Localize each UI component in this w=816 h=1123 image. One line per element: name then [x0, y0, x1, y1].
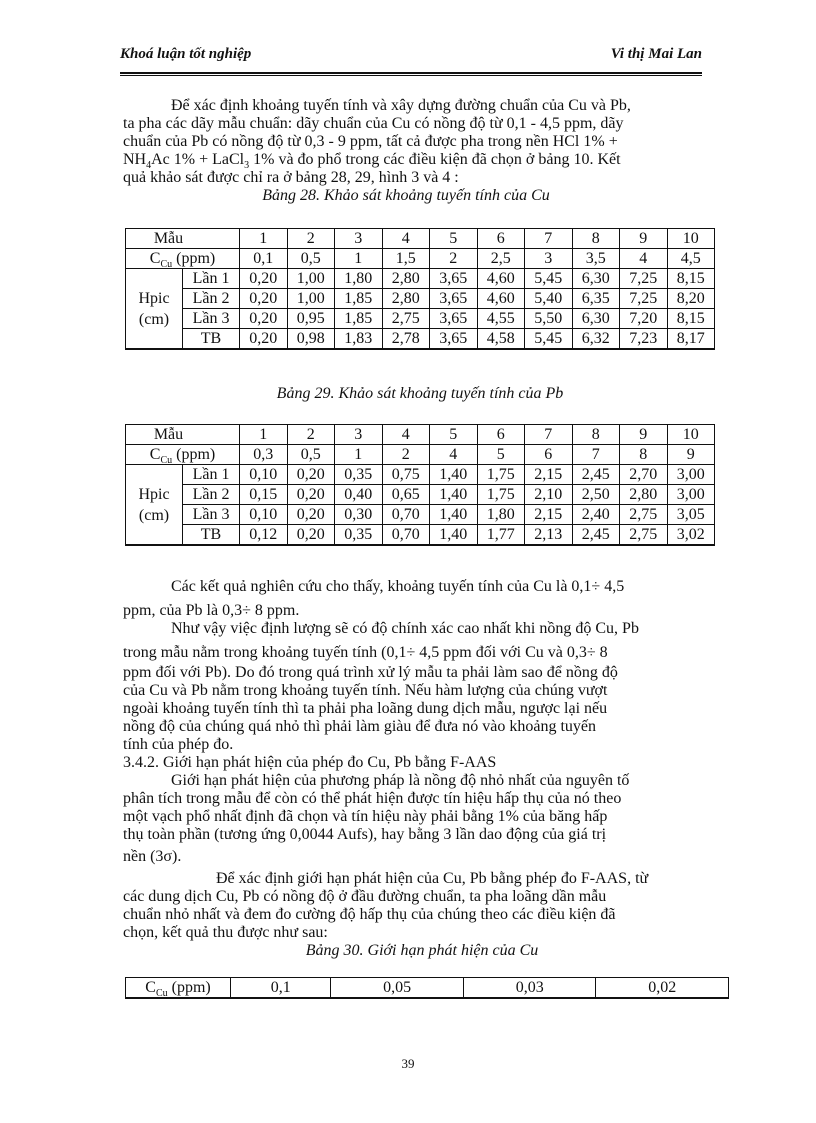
table-cell: 1,75: [477, 485, 525, 505]
table-cell: 1,80: [335, 269, 383, 289]
conc-c: C: [149, 250, 161, 267]
para1-line5: quả khảo sát được chỉ ra ở bảng 28, 29, hình 3 và 4 :: [123, 169, 459, 186]
table-cell: 0,75: [382, 465, 430, 485]
table-cell: 2,75: [620, 525, 668, 546]
table-cell: 2,75: [620, 505, 668, 525]
table-cell: 0,05: [331, 978, 464, 999]
table-cell: 3,05: [667, 505, 715, 525]
table-cell: 2,15: [525, 465, 573, 485]
table-cell: 4: [620, 249, 668, 269]
table-cell: 0,20: [287, 465, 335, 485]
table-cell: 5,45: [525, 329, 573, 350]
sample-number: 7: [525, 229, 573, 249]
sample-number: 8: [572, 425, 620, 445]
table-cell: 1,40: [430, 485, 478, 505]
table-cell: 0,35: [335, 525, 383, 546]
table-row: [126, 249, 715, 269]
table-cell: 2,80: [382, 269, 430, 289]
table-cell: 4,55: [477, 309, 525, 329]
lacl-text: Ac 1% + LaCl: [151, 151, 245, 168]
hpic-unit: (cm): [138, 310, 170, 328]
table-row: [126, 289, 715, 309]
para3-line1: Như vậy việc định lượng sẽ có độ chính xác cao nhất khi nồng độ Cu, Pb: [171, 620, 639, 637]
table-cell: 3,65: [430, 269, 478, 289]
para5-line3: chuẩn nhỏ nhất và đem đo cường độ hấp thụ của chúng theo các điều kiện đã: [123, 906, 616, 923]
para5-line4: chọn, kết quả thu được như sau:: [123, 924, 328, 941]
table-cell: 2,70: [620, 465, 668, 485]
table-cell: 0,70: [382, 505, 430, 525]
table-cell: 1,40: [430, 505, 478, 525]
sample-number: 3: [335, 425, 383, 445]
table-cell: 3,5: [572, 249, 620, 269]
hpic-label: [126, 465, 183, 546]
table-cell: 5,40: [525, 289, 573, 309]
table-cell: 2,75: [382, 309, 430, 329]
table-cell: 1,00: [287, 289, 335, 309]
sample-number: 10: [667, 229, 715, 249]
table-cell: 0,20: [240, 309, 288, 329]
header-rule-thin: [120, 75, 702, 76]
table-cell: 1,5: [382, 249, 430, 269]
table-29-pb-linearity: [125, 424, 715, 546]
table-row: [126, 309, 715, 329]
table-cell: 1: [335, 445, 383, 465]
table-row: [126, 485, 715, 505]
nh4-sub: 4: [146, 160, 152, 172]
table-cell: 0,30: [335, 505, 383, 525]
table-cell: 6,32: [572, 329, 620, 350]
table-cell: 6,30: [572, 309, 620, 329]
table-row: [126, 505, 715, 525]
table-row: [126, 229, 715, 249]
table-cell: 1,40: [430, 525, 478, 546]
conc-sub: Cu: [160, 259, 173, 271]
row-label: Lần 2: [183, 289, 240, 309]
hpic-text: Hpic: [138, 485, 170, 503]
table-cell: 0,40: [335, 485, 383, 505]
table-cell: 2,45: [572, 525, 620, 546]
table-row: [126, 269, 715, 289]
row-label: Lần 3: [183, 309, 240, 329]
table-cell: 6,30: [572, 269, 620, 289]
sample-number: 10: [667, 425, 715, 445]
table-cell: 0,15: [240, 485, 288, 505]
table-cell: 2,78: [382, 329, 430, 350]
sample-number: 6: [477, 229, 525, 249]
table-cell: 8,17: [667, 329, 715, 350]
table-cell: 1,85: [335, 289, 383, 309]
hpic-text: Hpic: [138, 289, 170, 307]
para5-line2: các dung dịch Cu, Pb có nồng độ ở đầu đường chuẩn, ta pha loãng dần mẫu: [123, 888, 607, 905]
header-thesis-title: Khoá luận tốt nghiệp: [120, 46, 252, 62]
table-cell: 4,60: [477, 289, 525, 309]
table-cell: 0,03: [463, 978, 596, 999]
para2-line2: ppm, của Pb là 0,3÷ 8 ppm.: [123, 602, 300, 619]
table-cell: 2: [382, 445, 430, 465]
table-cell: 0,12: [240, 525, 288, 546]
table-cell: 3,65: [430, 309, 478, 329]
hpic-label: [126, 269, 183, 350]
table-cell: 0,98: [287, 329, 335, 350]
para1-line2: ta pha các dãy mẫu chuẩn: dãy chuẩn của Cu có nồng độ từ 0,1 - 4,5 ppm, dãy: [123, 115, 624, 132]
sample-number: 8: [572, 229, 620, 249]
table-cell: 1,80: [477, 505, 525, 525]
lacl-sub: 3: [244, 160, 250, 172]
para3-line3: ppm đối với Pb). Do đó trong quá trình xử lý mẫu ta phải làm sao để nồng độ: [123, 664, 618, 681]
table-cell: 2,80: [382, 289, 430, 309]
table-cell: 8,15: [667, 309, 715, 329]
sample-number: 1: [240, 229, 288, 249]
conc-unit: (ppm): [172, 250, 216, 267]
table-cell: 2: [430, 249, 478, 269]
table-cell: 0,20: [240, 289, 288, 309]
table-cell: 5: [477, 445, 525, 465]
hpic-unit: (cm): [138, 506, 170, 524]
para3-line7: tính của phép đo.: [123, 736, 234, 753]
table-cell: 0,10: [240, 465, 288, 485]
table-cell: 4: [430, 445, 478, 465]
concentration-header: [126, 249, 240, 269]
table-cell: 2,5: [477, 249, 525, 269]
table-row: [126, 525, 715, 546]
page-number: 39: [401, 1056, 415, 1071]
table-cell: 0,1: [231, 978, 331, 999]
section-heading-3-4-2: 3.4.2. Giới hạn phát hiện của phép đo Cu, Pb bằng F-AAS: [123, 754, 497, 771]
para1-line1: Để xác định khoảng tuyến tính và xây dựng đường chuẩn của Cu và Pb,: [171, 97, 631, 114]
table-cell: 1,00: [287, 269, 335, 289]
para3-line6: nồng độ của chúng quá nhỏ thì phải làm giàu để đưa nó vào khoảng tuyến: [123, 718, 597, 735]
header-author: Vi thị Mai Lan: [610, 46, 702, 62]
table-cell: 0,1: [240, 249, 288, 269]
row-label: Lần 1: [183, 465, 240, 485]
table-cell: 2,15: [525, 505, 573, 525]
mau-header: Mẫu: [126, 425, 240, 445]
mau-header: Mẫu: [126, 229, 240, 249]
table-cell: 1,77: [477, 525, 525, 546]
table-cell: 2,10: [525, 485, 573, 505]
table-cell: 5,50: [525, 309, 573, 329]
table-cell: 6,35: [572, 289, 620, 309]
conc-unit: (ppm): [172, 446, 216, 463]
table28-caption: Bảng 28. Khảo sát khoảng tuyến tính của Cu: [262, 187, 550, 204]
table-cell: 8: [620, 445, 668, 465]
table-cell: 3,65: [430, 289, 478, 309]
intro-paragraph: [123, 97, 721, 205]
para4-line2: phân tích trong mẫu để còn có thể phát hiện được tín hiệu hấp thụ của nó theo: [123, 790, 622, 807]
table-cell: 0,02: [596, 978, 729, 999]
table-30-cu-detection-limit: [125, 977, 729, 999]
nh4-text: NH: [123, 151, 147, 168]
table-cell: 2,45: [572, 465, 620, 485]
table-cell: 2,40: [572, 505, 620, 525]
sample-number: 4: [382, 425, 430, 445]
header-rule: [120, 72, 702, 74]
table-cell: 4,58: [477, 329, 525, 350]
table-cell: 1,75: [477, 465, 525, 485]
results-text: [123, 578, 721, 960]
row-label: TB: [183, 525, 240, 546]
table-cell: 1: [335, 249, 383, 269]
row-label: Lần 2: [183, 485, 240, 505]
sample-number: 1: [240, 425, 288, 445]
table-cell: 7: [572, 445, 620, 465]
table-cell: 4,60: [477, 269, 525, 289]
table-row: [126, 465, 715, 485]
sample-number: 6: [477, 425, 525, 445]
para3-line4: của Cu và Pb nằm trong khoảng tuyến tính. Nếu hàm lượng của chúng vượt: [123, 682, 608, 699]
sample-number: 9: [620, 425, 668, 445]
para4-line3: một vạch phổ nhất định đã chọn và tín hiệu này phải bằng 1% của băng hấp: [123, 808, 608, 825]
table-cell: 7,25: [620, 269, 668, 289]
para1-line3: chuẩn của Pb có nồng độ từ 0,3 - 9 ppm, tất cả được pha trong nền HCl 1% +: [123, 133, 618, 150]
table30-caption: Bảng 30. Giới hạn phát hiện của Cu: [305, 942, 539, 959]
sample-number: 2: [287, 425, 335, 445]
para4-line4: thụ toàn phần (tương ứng 0,0044 Aufs), hay bằng 3 lần dao động của giá trị: [123, 826, 607, 843]
table-cell: 0,70: [382, 525, 430, 546]
para1-line4-rest: 1% và đo phổ trong các điều kiện đã chọn ở bảng 10. Kết: [249, 151, 621, 168]
table-cell: 0,3: [240, 445, 288, 465]
table-cell: 0,5: [287, 445, 335, 465]
para1-line4: [123, 151, 721, 172]
table-cell: 3,00: [667, 485, 715, 505]
table-cell: 7,23: [620, 329, 668, 350]
table-cell: 1,85: [335, 309, 383, 329]
sample-number: 5: [430, 425, 478, 445]
sample-number: 3: [335, 229, 383, 249]
table-cell: 0,95: [287, 309, 335, 329]
table-cell: 1,40: [430, 465, 478, 485]
conc-unit: (ppm): [167, 979, 211, 996]
table-cell: 0,10: [240, 505, 288, 525]
table-cell: 3,00: [667, 465, 715, 485]
table-cell: 7,25: [620, 289, 668, 309]
table-cell: 0,20: [287, 525, 335, 546]
conc-sub: Cu: [160, 455, 173, 467]
para3-line5: ngoài khoảng tuyến tính thì ta phải pha loãng dung dịch mẫu, ngược lại nếu: [123, 700, 608, 717]
table-row: [126, 445, 715, 465]
para4-line5: nền (3σ).: [123, 848, 182, 865]
row-label: TB: [183, 329, 240, 350]
table-cell: 8,20: [667, 289, 715, 309]
conc-sub: Cu: [155, 988, 168, 1000]
table-cell: 3,65: [430, 329, 478, 350]
para2-line1: Các kết quả nghiên cứu cho thấy, khoảng tuyến tính của Cu là 0,1÷ 4,5: [171, 578, 625, 595]
table-cell: 0,20: [240, 329, 288, 350]
table-cell: 0,5: [287, 249, 335, 269]
table29-caption: Bảng 29. Khảo sát khoảng tuyến tính của Pb: [276, 385, 564, 402]
page-header: [120, 46, 702, 70]
table-row: [126, 329, 715, 350]
sample-number: 9: [620, 229, 668, 249]
table-cell: 9: [667, 445, 715, 465]
table-cell: 5,45: [525, 269, 573, 289]
para3-line2: trong mẫu nằm trong khoảng tuyến tính (0,1÷ 4,5 ppm đối với Cu và 0,3÷ 8: [123, 644, 608, 661]
table-row: [126, 425, 715, 445]
table-cell: 2,50: [572, 485, 620, 505]
concentration-header: [126, 978, 231, 999]
table-row: [126, 978, 729, 999]
table-cell: 1,83: [335, 329, 383, 350]
table-cell: 0,20: [240, 269, 288, 289]
sample-number: 4: [382, 229, 430, 249]
sample-number: 7: [525, 425, 573, 445]
table-cell: 0,20: [287, 505, 335, 525]
table-cell: 0,35: [335, 465, 383, 485]
conc-c: C: [145, 979, 156, 996]
concentration-header: [126, 445, 240, 465]
row-label: Lần 1: [183, 269, 240, 289]
table-cell: 0,65: [382, 485, 430, 505]
sample-number: 5: [430, 229, 478, 249]
para4-line1: Giới hạn phát hiện của phương pháp là nồng độ nhỏ nhất của nguyên tố: [171, 772, 630, 789]
table-cell: 2,13: [525, 525, 573, 546]
table-cell: 6: [525, 445, 573, 465]
table-28-cu-linearity: [125, 228, 715, 350]
table-cell: 8,15: [667, 269, 715, 289]
row-label: Lần 3: [183, 505, 240, 525]
table-cell: 3: [525, 249, 573, 269]
sample-number: 2: [287, 229, 335, 249]
table-cell: 0,20: [287, 485, 335, 505]
table-cell: 3,02: [667, 525, 715, 546]
table-cell: 4,5: [667, 249, 715, 269]
para5-line1: Để xác định giới hạn phát hiện của Cu, Pb bằng phép đo F-AAS, từ: [216, 870, 649, 887]
table-cell: 7,20: [620, 309, 668, 329]
conc-c: C: [149, 446, 161, 463]
table-cell: 2,80: [620, 485, 668, 505]
